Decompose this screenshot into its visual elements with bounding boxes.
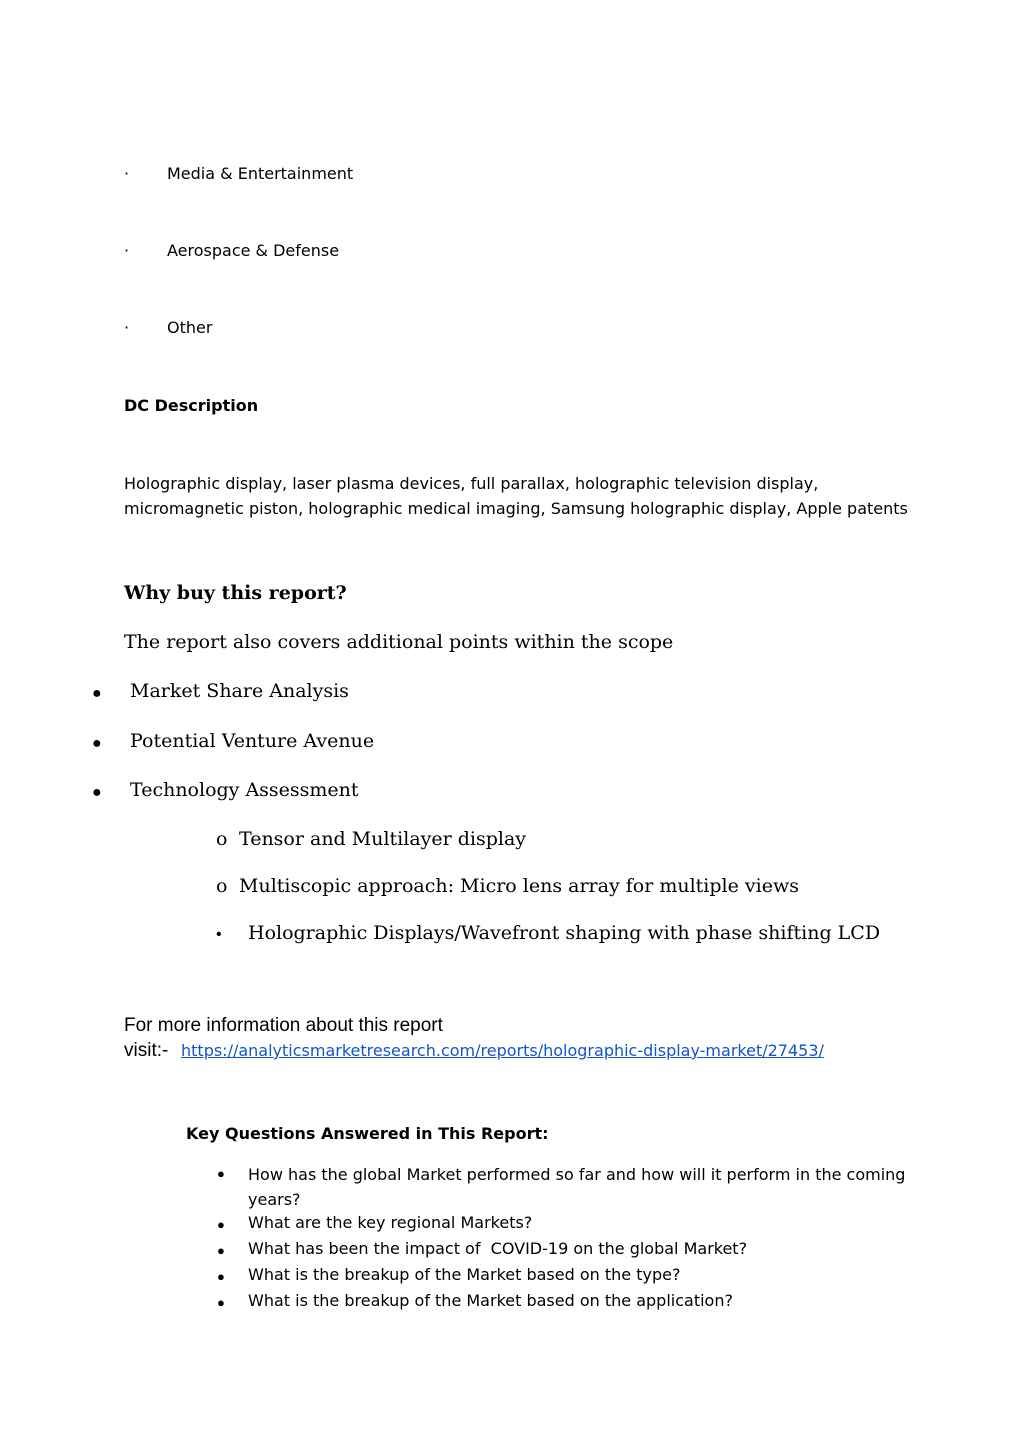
question-item: What are the key regional Markets?: [248, 1213, 533, 1232]
disc-bullet-icon: ●: [217, 1217, 225, 1232]
list-bullet: ·: [124, 318, 130, 337]
industry-item-aerospace: Aerospace & Defense: [167, 241, 340, 260]
why-buy-intro: The report also covers additional points within the scope: [124, 631, 674, 653]
dc-description-text: Holographic display, laser plasma devices, full parallax, holographic television display, micromagnetic piston, holographic medical imaging, Samsung holographic display, Apple patents: [124, 474, 908, 518]
key-questions-heading: Key Questions Answered in This Report:: [186, 1124, 549, 1143]
point-technology-assessment: Technology Assessment: [130, 779, 359, 801]
question-item: What is the breakup of the Market based on the type?: [248, 1265, 681, 1284]
disc-bullet-icon: ●: [92, 735, 102, 752]
disc-bullet-icon: ●: [92, 784, 102, 801]
subpoint-multiscopic: Multiscopic approach: Micro lens array for multiple views: [239, 875, 799, 897]
disc-bullet-icon: •: [216, 926, 222, 943]
list-bullet: ·: [124, 241, 130, 260]
disc-bullet-icon: ●: [217, 1166, 225, 1181]
report-link[interactable]: https://analyticsmarketresearch.com/reports/holographic-display-market/27453/: [181, 1041, 824, 1060]
industry-item-media: Media & Entertainment: [167, 164, 354, 183]
visit-prefix: visit:-: [124, 1040, 169, 1061]
disc-bullet-icon: ●: [217, 1269, 225, 1284]
more-info-text: For more information about this report: [124, 1015, 443, 1036]
question-item: How has the global Market performed so far and how will it perform in the coming years?: [248, 1165, 906, 1209]
why-buy-heading: Why buy this report?: [124, 582, 347, 604]
disc-bullet-icon: ●: [92, 685, 102, 702]
dc-description-heading: DC Description: [124, 396, 259, 415]
circle-bullet-icon: o: [216, 828, 228, 850]
disc-bullet-icon: ●: [217, 1243, 225, 1258]
question-item: What is the breakup of the Market based on the application?: [248, 1291, 733, 1310]
point-market-share: Market Share Analysis: [130, 680, 349, 702]
question-item: What has been the impact of COVID-19 on the global Market?: [248, 1239, 748, 1258]
subpoint-holographic-displays: Holographic Displays/Wavefront shaping with phase shifting LCD: [248, 922, 881, 944]
disc-bullet-icon: ●: [217, 1295, 225, 1310]
list-bullet: ·: [124, 164, 130, 183]
circle-bullet-icon: o: [216, 875, 228, 897]
industry-item-other: Other: [167, 318, 213, 337]
point-venture-avenue: Potential Venture Avenue: [130, 730, 375, 752]
subpoint-tensor: Tensor and Multilayer display: [239, 828, 527, 850]
